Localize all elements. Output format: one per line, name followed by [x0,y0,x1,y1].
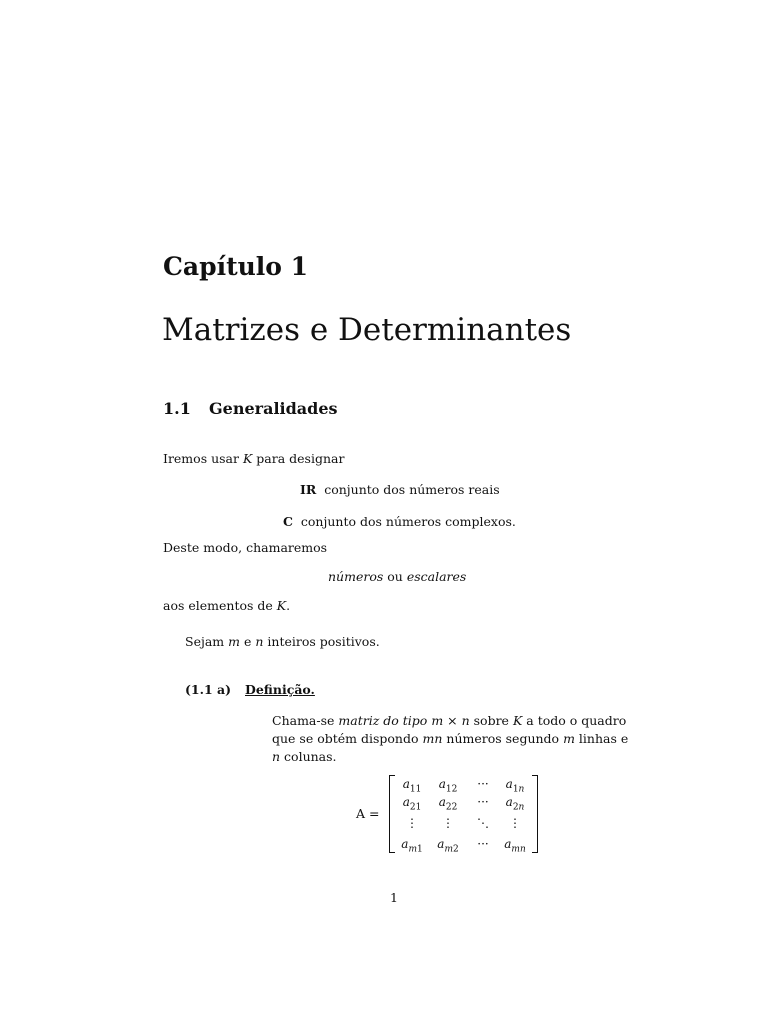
sejam-line [185,634,380,649]
reals-symbol: IR [300,482,317,497]
section-number: 1.1 [163,399,191,418]
def-chama: Chama-se [272,713,335,728]
definition-body [272,712,634,766]
matrix-cell: $a_{1n}$ [505,777,525,795]
def-mxn: m × n [431,713,470,728]
sejam-n: n [255,634,264,649]
intro-text-end: para designar [256,451,345,466]
matrix-cell: $a_{22}$ [438,795,458,813]
aos-elementos-period: . [286,598,291,613]
sejam-rest: inteiros positivos. [267,634,380,649]
matrix-cell: ⋮ [442,816,454,830]
def-k: K [512,713,523,728]
def-sobre: sobre [473,713,509,728]
deste-modo-line: Deste modo, chamaremos [163,540,328,555]
matrix-cell: ⋱ [477,816,489,830]
intro-text: Iremos usar [163,451,239,466]
intro-line [163,451,344,466]
section-title: Generalidades [209,399,338,418]
def-m: m [563,731,575,746]
sejam-e: e [243,634,252,649]
intro-k: K [242,451,253,466]
sejam-m: m [228,634,240,649]
set-complex [283,514,516,529]
complex-text: conjunto dos números complexos. [300,514,516,529]
aos-elementos-k: K [276,598,287,613]
matrix-cell: $a_{12}$ [438,777,458,795]
matrix-cell: ⋮ [509,816,521,830]
matrix-cell: $a_{11}$ [402,777,422,795]
matrix-cell: ··· [477,777,489,791]
aos-elementos-text: aos elementos de [163,598,273,613]
numeros-escalares-line [328,569,466,584]
aos-elementos-line [163,598,290,613]
definition-title: Definição. [245,682,315,697]
reals-text: conjunto dos números reais [324,482,500,497]
matrix-cell: $a_{mn}$ [504,837,526,855]
def-numeros-segundo: números segundo [446,731,560,746]
matrix-cell: ··· [477,837,489,851]
page-number: 1 [390,890,398,905]
matrix-label: A = [356,806,380,821]
chapter-title: Matrizes e Determinantes [162,312,572,348]
chapter-label: Capítulo 1 [163,252,309,281]
numeros-word: números [328,569,384,584]
set-reals [300,482,500,497]
matrix-cell: $a_{21}$ [402,795,422,813]
def-n: n [272,749,281,764]
matrix-cell: $a_{2n}$ [505,795,525,813]
complex-symbol: C [283,514,293,529]
definition-label: (1.1 a) [185,682,232,697]
ou-word: ou [387,569,403,584]
matrix-cell: ⋮ [406,816,418,830]
matrix-cell: $a_{m1}$ [401,837,423,855]
matrix-cell: $a_{m2}$ [437,837,459,855]
matrix-cell: ··· [477,795,489,809]
sejam-word: Sejam [185,634,225,649]
section-heading [163,399,338,418]
def-a-todo: a todo o quadro que se obtém dispondo [272,713,627,746]
def-mn: mn [422,731,443,746]
def-matriz-do-tipo: matriz do tipo [338,713,428,728]
def-colunas: colunas. [284,749,337,764]
def-linhas-e: linhas e [578,731,629,746]
escalares-word: escalares [406,569,467,584]
